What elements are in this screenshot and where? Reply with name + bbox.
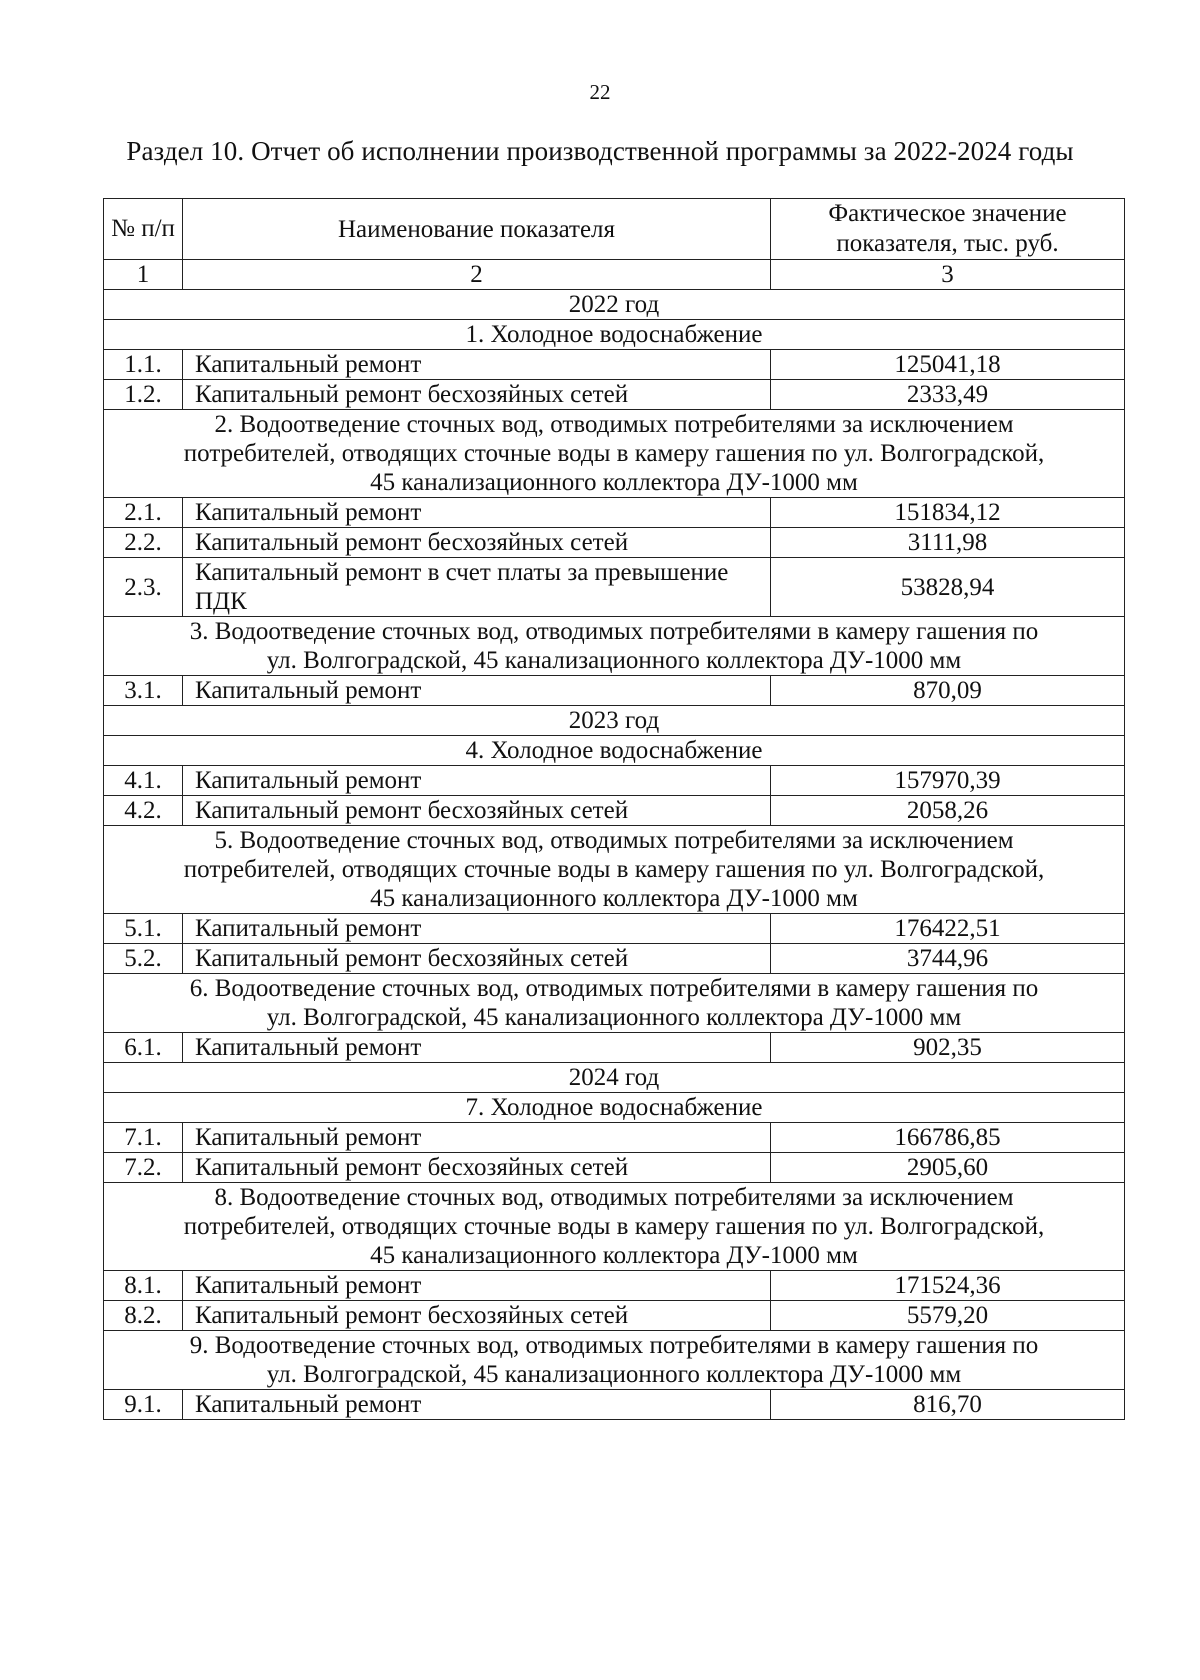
section-row xyxy=(104,1093,1125,1123)
column-number-3: 3 xyxy=(771,260,1125,290)
section-row xyxy=(104,320,1125,350)
indicator-name: Капитальный ремонт бесхозяйных сетей xyxy=(183,1301,771,1331)
row-number: 3.1. xyxy=(104,676,183,706)
indicator-value: 53828,94 xyxy=(771,558,1125,617)
indicator-name: Капитальный ремонт в счет платы за превышение ПДК xyxy=(183,558,771,617)
indicator-name: Капитальный ремонт бесхозяйных сетей xyxy=(183,796,771,826)
section-row xyxy=(104,974,1125,1033)
header-number: № п/п xyxy=(104,199,183,260)
section-row xyxy=(104,826,1125,914)
section-title: 1. Холодное водоснабжение xyxy=(104,320,1125,350)
section-title: 5. Водоотведение сточных вод, отводимых потребителями за исключением потребителей, отводящих сточные воды в камеру гашения по ул. Волгоградской, 45 канализационного коллектора ДУ-1000 мм xyxy=(104,826,1125,914)
indicator-name: Капитальный ремонт xyxy=(183,914,771,944)
row-number: 7.2. xyxy=(104,1153,183,1183)
indicator-value: 3744,96 xyxy=(771,944,1125,974)
row-number: 8.2. xyxy=(104,1301,183,1331)
report-table-body xyxy=(104,199,1125,1420)
row-number: 7.1. xyxy=(104,1123,183,1153)
indicator-value: 176422,51 xyxy=(771,914,1125,944)
indicator-name: Капитальный ремонт xyxy=(183,1033,771,1063)
header-indicator-name: Наименование показателя xyxy=(183,199,771,260)
row-number: 2.3. xyxy=(104,558,183,617)
section-title: 9. Водоотведение сточных вод, отводимых потребителями в камеру гашения по ул. Волгоградской, 45 канализационного коллектора ДУ-1000 мм xyxy=(104,1331,1125,1390)
row-number: 1.2. xyxy=(104,380,183,410)
table-row xyxy=(104,944,1125,974)
indicator-name: Капитальный ремонт xyxy=(183,350,771,380)
page-number: 22 xyxy=(589,80,611,104)
column-number-row xyxy=(104,260,1125,290)
row-number: 2.1. xyxy=(104,498,183,528)
table-row xyxy=(104,1123,1125,1153)
table-row xyxy=(104,1153,1125,1183)
row-number: 8.1. xyxy=(104,1271,183,1301)
indicator-value: 125041,18 xyxy=(771,350,1125,380)
indicator-name: Капитальный ремонт xyxy=(183,1390,771,1420)
year-label: 2024 год xyxy=(104,1063,1125,1093)
table-header-row xyxy=(104,199,1125,260)
table-row xyxy=(104,914,1125,944)
column-number-1: 1 xyxy=(104,260,183,290)
row-number: 4.1. xyxy=(104,766,183,796)
report-table xyxy=(103,198,1125,1420)
page-title: Раздел 10. Отчет об исполнении производственной программы за 2022-2024 годы xyxy=(126,136,1074,166)
section-title: 7. Холодное водоснабжение xyxy=(104,1093,1125,1123)
indicator-value: 157970,39 xyxy=(771,766,1125,796)
indicator-value: 2333,49 xyxy=(771,380,1125,410)
column-number-2: 2 xyxy=(183,260,771,290)
row-number: 5.2. xyxy=(104,944,183,974)
table-row xyxy=(104,1390,1125,1420)
section-title: 4. Холодное водоснабжение xyxy=(104,736,1125,766)
year-label: 2023 год xyxy=(104,706,1125,736)
section-title: 2. Водоотведение сточных вод, отводимых потребителями за исключением потребителей, отводящих сточные воды в камеру гашения по ул. Волгоградской, 45 канализационного коллектора ДУ-1000 мм xyxy=(104,410,1125,498)
indicator-value: 3111,98 xyxy=(771,528,1125,558)
indicator-name: Капитальный ремонт xyxy=(183,1123,771,1153)
indicator-value: 166786,85 xyxy=(771,1123,1125,1153)
section-title: 3. Водоотведение сточных вод, отводимых потребителями в камеру гашения по ул. Волгоградской, 45 канализационного коллектора ДУ-1000 мм xyxy=(104,617,1125,676)
section-row xyxy=(104,1183,1125,1271)
indicator-value: 2058,26 xyxy=(771,796,1125,826)
indicator-name: Капитальный ремонт xyxy=(183,676,771,706)
indicator-value: 151834,12 xyxy=(771,498,1125,528)
section-title: 8. Водоотведение сточных вод, отводимых потребителями за исключением потребителей, отводящих сточные воды в камеру гашения по ул. Волгоградской, 45 канализационного коллектора ДУ-1000 мм xyxy=(104,1183,1125,1271)
table-row xyxy=(104,796,1125,826)
indicator-name: Капитальный ремонт xyxy=(183,766,771,796)
section-title: 6. Водоотведение сточных вод, отводимых потребителями в камеру гашения по ул. Волгоградской, 45 канализационного коллектора ДУ-1000 мм xyxy=(104,974,1125,1033)
table-row xyxy=(104,498,1125,528)
indicator-value: 816,70 xyxy=(771,1390,1125,1420)
indicator-name: Капитальный ремонт xyxy=(183,498,771,528)
indicator-value: 870,09 xyxy=(771,676,1125,706)
indicator-name: Капитальный ремонт бесхозяйных сетей xyxy=(183,380,771,410)
row-number: 9.1. xyxy=(104,1390,183,1420)
section-row xyxy=(104,410,1125,498)
table-row xyxy=(104,558,1125,617)
table-row xyxy=(104,766,1125,796)
table-row xyxy=(104,1301,1125,1331)
indicator-value: 171524,36 xyxy=(771,1271,1125,1301)
row-number: 5.1. xyxy=(104,914,183,944)
year-row xyxy=(104,706,1125,736)
indicator-value: 902,35 xyxy=(771,1033,1125,1063)
indicator-value: 5579,20 xyxy=(771,1301,1125,1331)
row-number: 1.1. xyxy=(104,350,183,380)
row-number: 4.2. xyxy=(104,796,183,826)
header-actual-value: Фактическое значение показателя, тыс. руб. xyxy=(771,199,1125,260)
indicator-name: Капитальный ремонт бесхозяйных сетей xyxy=(183,528,771,558)
table-row xyxy=(104,350,1125,380)
indicator-value: 2905,60 xyxy=(771,1153,1125,1183)
year-row xyxy=(104,290,1125,320)
table-row xyxy=(104,528,1125,558)
indicator-name: Капитальный ремонт бесхозяйных сетей xyxy=(183,1153,771,1183)
year-row xyxy=(104,1063,1125,1093)
section-row xyxy=(104,736,1125,766)
year-label: 2022 год xyxy=(104,290,1125,320)
table-row xyxy=(104,1271,1125,1301)
table-row xyxy=(104,1033,1125,1063)
indicator-name: Капитальный ремонт xyxy=(183,1271,771,1301)
section-row xyxy=(104,1331,1125,1390)
table-row xyxy=(104,380,1125,410)
row-number: 2.2. xyxy=(104,528,183,558)
row-number: 6.1. xyxy=(104,1033,183,1063)
table-row xyxy=(104,676,1125,706)
indicator-name: Капитальный ремонт бесхозяйных сетей xyxy=(183,944,771,974)
section-row xyxy=(104,617,1125,676)
